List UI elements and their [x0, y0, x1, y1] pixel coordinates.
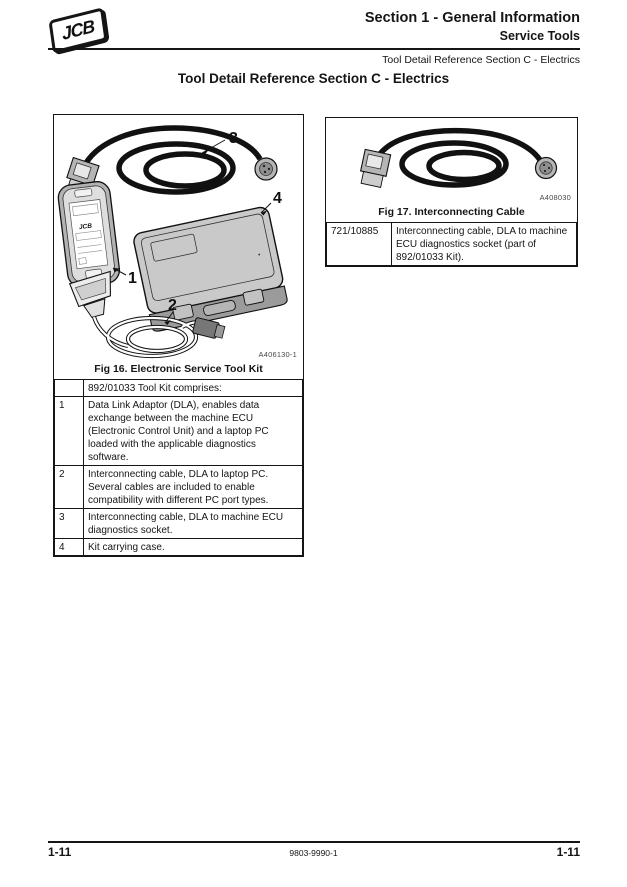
dsub-connector-icon [358, 149, 391, 188]
item-desc-cell: Data Link Adaptor (DLA), enables data exchange between the machine ECU (Electronic Control Unit) and a laptop PC loaded with the applicable diagnostics software. [84, 397, 303, 466]
fig16-illustration [54, 115, 302, 361]
fig16-canvas [54, 115, 303, 361]
jcb-logo-text: JCB [60, 16, 96, 44]
footer-doc-code: 9803-9990-1 [289, 848, 338, 858]
jcb-logo [46, 10, 110, 52]
dla-label-logo: JCB [78, 222, 93, 232]
table-header-cell: 892/01033 Tool Kit comprises: [84, 380, 303, 397]
fig17-canvas [326, 118, 577, 204]
item-number-cell: 4 [55, 539, 84, 556]
case-drawing [132, 206, 288, 333]
table-row [55, 466, 303, 509]
fig17-box [325, 117, 578, 267]
item-number-cell: 3 [55, 509, 84, 539]
jcb-logo-badge [49, 7, 108, 53]
table-row [327, 223, 577, 266]
round-connector-icon [536, 158, 557, 179]
fig17-parts-table [326, 222, 577, 266]
table-row [55, 509, 303, 539]
table-row [55, 539, 303, 556]
callout-2: 2 [168, 297, 177, 314]
table-row [55, 380, 303, 397]
round-connector-icon [255, 158, 277, 180]
item-number-cell: 2 [55, 466, 84, 509]
fig17-ref-code: A408030 [539, 193, 571, 202]
section-title: Section 1 - General Information [364, 10, 580, 26]
footer-page-number-right: 1-11 [556, 845, 580, 859]
breadcrumb: Tool Detail Reference Section C - Electrics [382, 54, 580, 66]
page-title: Tool Detail Reference Section C - Electrics [177, 71, 450, 86]
table-row [55, 397, 303, 466]
section-subtitle: Service Tools [499, 29, 580, 43]
fig16-caption: Fig 16. Electronic Service Tool Kit [94, 363, 263, 375]
callout-3: 3 [229, 130, 238, 147]
item-desc-cell: Kit carrying case. [84, 539, 303, 556]
callout-1: 1 [128, 270, 137, 287]
item-number-cell [55, 380, 84, 397]
item-desc-cell: Interconnecting cable, DLA to machine ECU diagnostics socket. [84, 509, 303, 539]
footer-rule [48, 841, 580, 843]
part-number-cell: 721/10885 [327, 223, 392, 266]
part-desc-cell: Interconnecting cable, DLA to machine ECU diagnostics socket (part of 892/01033 Kit). [392, 223, 577, 266]
item-number-cell: 1 [55, 397, 84, 466]
fig17-caption: Fig 17. Interconnecting Cable [378, 206, 525, 218]
footer-page-number-left: 1-11 [48, 845, 72, 859]
fig16-ref-code: A406130-1 [258, 350, 297, 359]
dla-drawing [57, 180, 121, 288]
header-rule [48, 48, 580, 50]
fig17-illustration [326, 118, 576, 204]
interconnecting-cable-drawing [358, 131, 556, 188]
fig16-box [53, 114, 304, 557]
item-desc-cell: Interconnecting cable, DLA to laptop PC. Several cables are included to enable compatibility with different PC port types. [84, 466, 303, 509]
callout-4: 4 [273, 190, 282, 207]
fig16-parts-table [54, 379, 303, 556]
